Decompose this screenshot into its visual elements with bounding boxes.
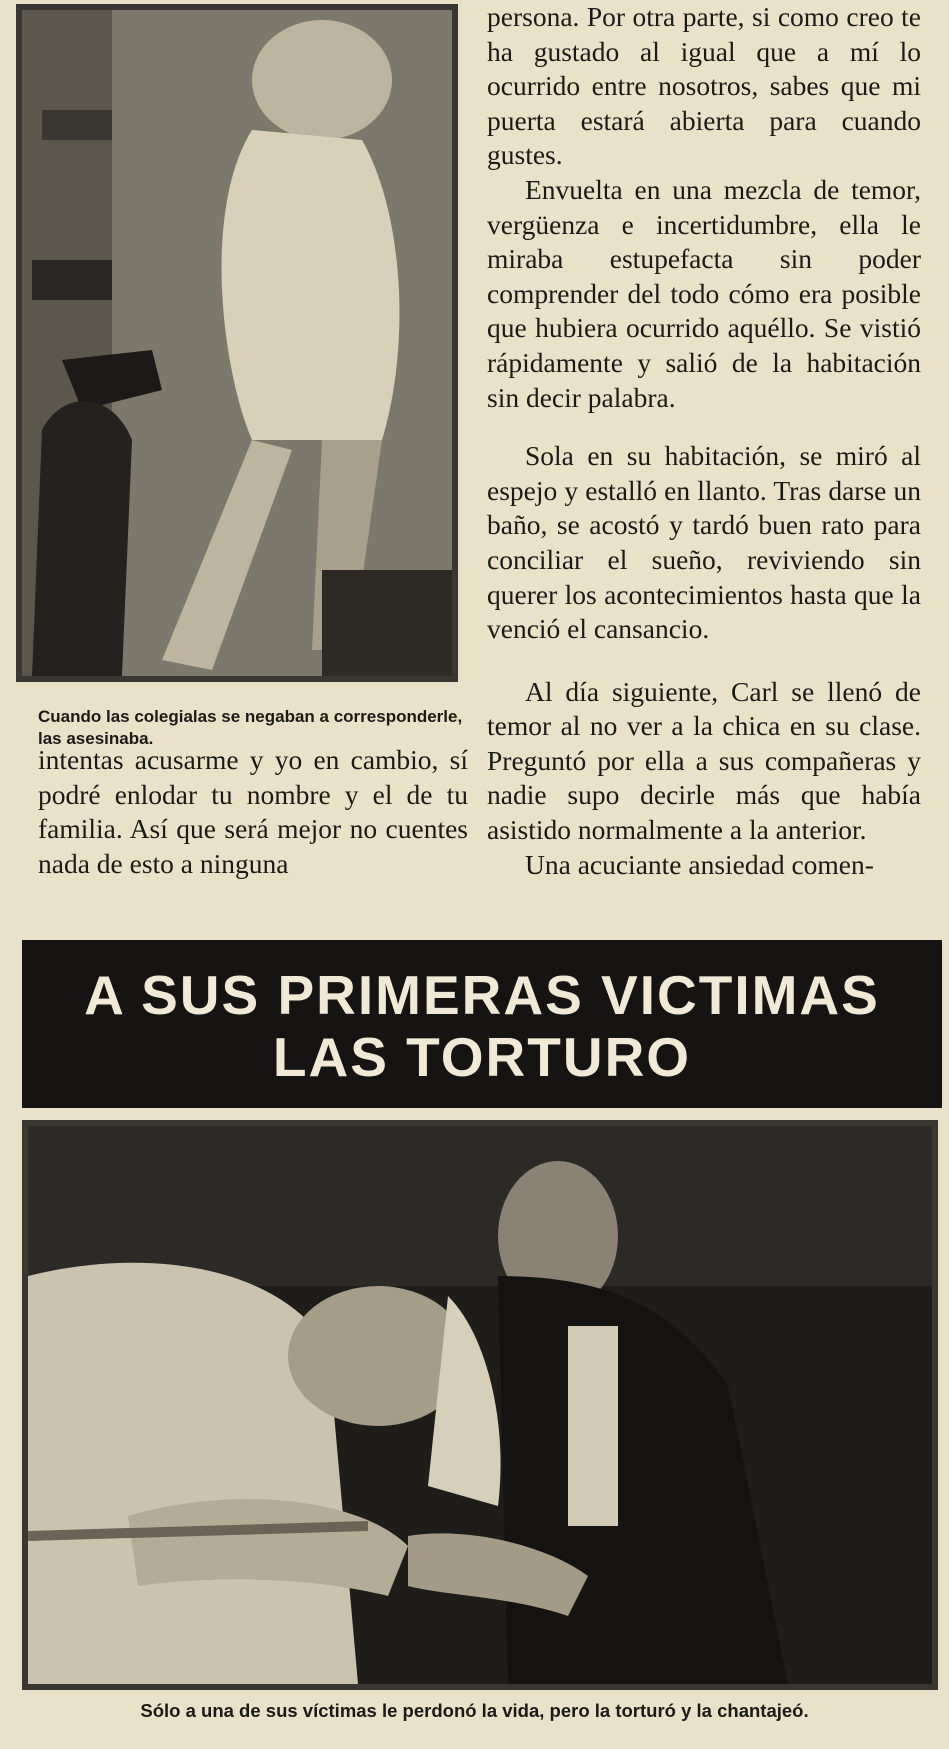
paragraph: intentas acusarme y yo en cambio, sí podré enlodar tu nombre y el de tu familia. Así que será mejor no cuentes nada de esto a ninguna (38, 744, 468, 879)
paragraph: Al día siguiente, Carl se llenó de temor al no ver a la chica en su clase. Preguntó por ella a sus compañeras y nadie supo decirle más que había asistido normalmente a la anterior. (487, 675, 921, 846)
photo-man-tied-woman-image (28, 1126, 932, 1684)
headline-line-1: A SUS PRIMERAS VICTIMAS (84, 964, 880, 1026)
headline-line-2: LAS TORTURO (272, 1026, 692, 1088)
paragraph: Envuelta en una mezcla de temor, vergüenza e incertidumbre, ella le miraba estupefacta sin poder comprender del todo cómo era posible que hubiera ocurrido aquéllo. Se vistió rápidamente y salió de la habitación sin decir palabra. (487, 173, 921, 413)
article-column-left (38, 743, 468, 881)
photo-woman-gun-image (22, 10, 452, 676)
photo-bottom-caption: Sólo a una de sus víctimas le perdonó la vida, pero la torturó y la chantajeó. (140, 1700, 809, 1721)
paragraph: persona. Por otra parte, si como creo te ha gustado al igual que a mí lo ocurrido entre nosotros, sabes que mi puerta estará abierta para cuando gustes. (487, 1, 921, 171)
photo-top-caption: Cuando las colegialas se negaban a corresponderle, las asesinaba. (38, 707, 463, 748)
headline-banner (22, 940, 942, 1108)
paragraph: Una acuciante ansiedad comen- (525, 848, 874, 880)
photo-woman-gun (16, 4, 458, 682)
paragraph: Sola en su habitación, se miró al espejo y estalló en llanto. Tras darse un baño, se acostó y tardó buen rato para conciliar el sueño, reviviendo sin querer los acontecimientos hasta que la venció el cansancio. (487, 440, 921, 645)
article-column-right (487, 0, 921, 882)
photo-man-tied-woman (22, 1120, 938, 1690)
